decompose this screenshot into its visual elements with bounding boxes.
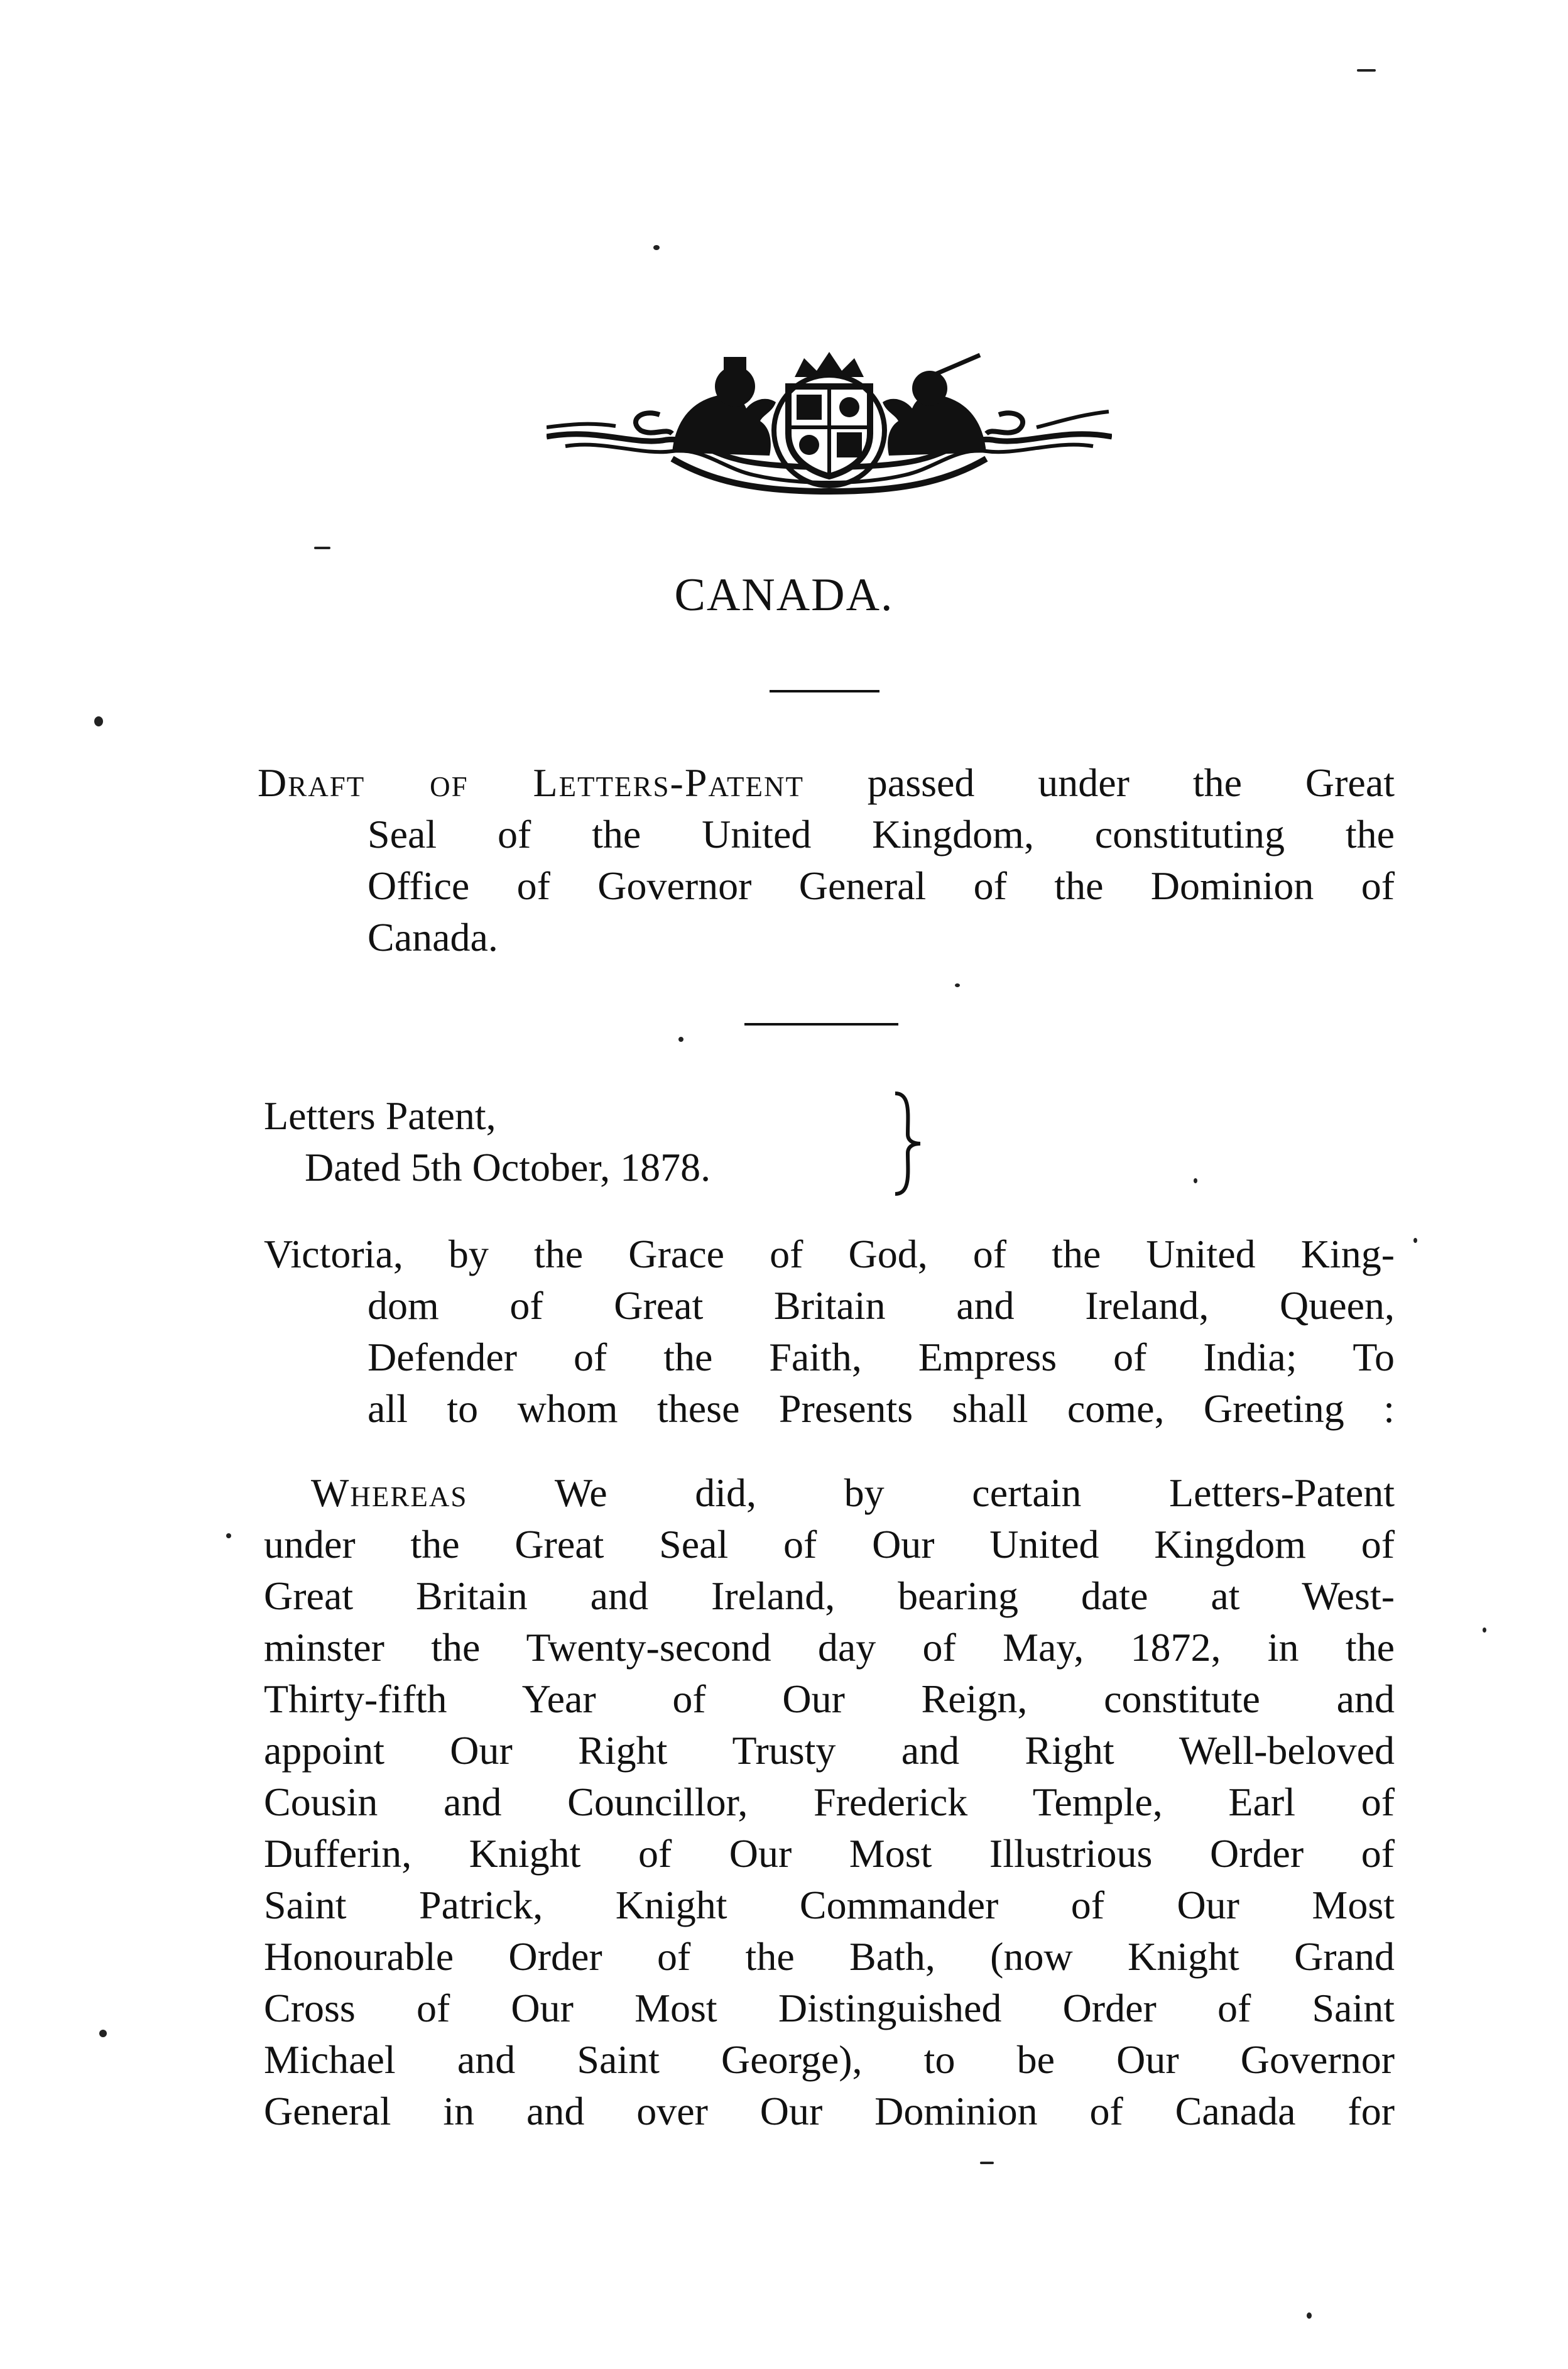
victoria-line: all to whom these Presents shall come, Greeting : — [368, 1386, 1395, 1431]
whereas-line: General in and over Our Dominion of Canada for — [264, 2089, 1395, 2133]
letters-patent-line-1: Letters Patent, — [264, 1093, 496, 1138]
scan-speck — [1483, 1628, 1486, 1633]
scan-speck — [1307, 2312, 1312, 2319]
draft-line-4: Canada. — [368, 915, 498, 960]
scan-speck — [94, 716, 103, 726]
letters-patent-line-2: Dated 5th October, 1878. — [305, 1145, 711, 1190]
whereas-line: Michael and Saint George), to be Our Governor — [264, 2037, 1395, 2082]
right-brace-icon — [889, 1090, 927, 1197]
victoria-paragraph — [264, 1228, 1395, 1435]
victoria-line: Victoria, by the Grace of God, of the United King- — [264, 1232, 1395, 1276]
draft-line-1 — [258, 757, 1395, 809]
draft-line-3: Office of Governor General of the Dominion of — [368, 863, 1395, 908]
royal-coat-of-arms-icon — [547, 352, 1112, 496]
whereas-line: under the Great Seal of Our United Kingdom of — [264, 1522, 1395, 1567]
page-title: CANADA. — [674, 569, 894, 621]
divider — [744, 1023, 898, 1026]
victoria-line: Defender of the Faith, Empress of India; To — [368, 1335, 1395, 1379]
draft-line-1-text: passed under the Great — [803, 760, 1395, 805]
scan-speck — [678, 1037, 683, 1042]
whereas-lead: Whereas — [311, 1470, 468, 1515]
scan-speck — [980, 2162, 994, 2164]
scan-speck — [653, 245, 660, 250]
victoria-line: dom of Great Britain and Ireland, Queen, — [368, 1283, 1395, 1328]
scan-speck — [955, 983, 960, 987]
whereas-line: Cousin and Councillor, Frederick Temple, Earl of — [264, 1780, 1395, 1824]
whereas-line: Saint Patrick, Knight Commander of Our Most — [264, 1883, 1395, 1927]
letters-patent-block — [264, 1090, 710, 1193]
draft-line-2: Seal of the United Kingdom, constituting the — [368, 812, 1395, 856]
whereas-line: minster the Twenty-second day of May, 1872, in the — [264, 1625, 1395, 1670]
scan-speck — [1194, 1178, 1197, 1183]
scan-speck — [314, 547, 330, 549]
scan-speck — [226, 1533, 231, 1538]
whereas-paragraph — [264, 1467, 1395, 2137]
scan-speck — [99, 2030, 107, 2037]
whereas-line: Great Britain and Ireland, bearing date at West- — [264, 1573, 1395, 1618]
draft-heading — [258, 757, 1395, 963]
draft-lead: Draft of Letters-Patent — [258, 760, 804, 805]
divider — [770, 690, 879, 692]
whereas-line: Cross of Our Most Distinguished Order of Saint — [264, 1986, 1395, 2030]
whereas-line-1-text: We did, by certain Letters-Patent — [467, 1470, 1395, 1515]
scan-speck — [1413, 1238, 1417, 1243]
whereas-line: Thirty-fifth Year of Our Reign, constitute and — [264, 1677, 1395, 1721]
whereas-line: appoint Our Right Trusty and Right Well-beloved — [264, 1728, 1395, 1773]
whereas-line-1 — [264, 1467, 1395, 1519]
scan-speck — [1357, 69, 1376, 72]
whereas-line: Honourable Order of the Bath, (now Knight Grand — [264, 1934, 1395, 1979]
whereas-line: Dufferin, Knight of Our Most Illustrious Order of — [264, 1831, 1395, 1876]
